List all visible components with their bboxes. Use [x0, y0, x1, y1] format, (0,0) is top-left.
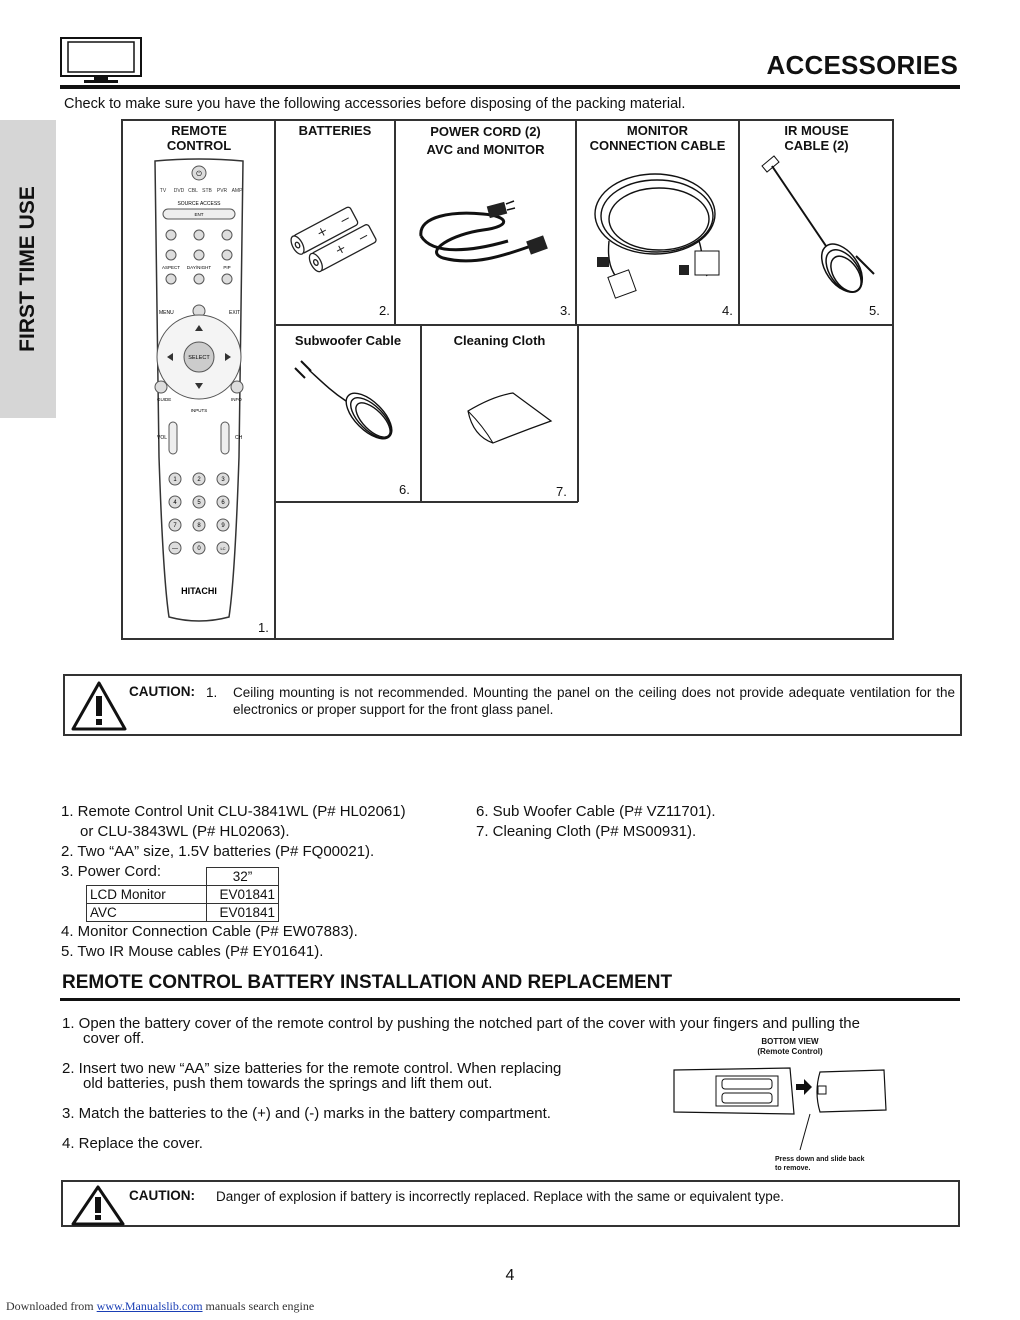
accessory-number: 6. [399, 482, 410, 497]
svg-text:EXIT: EXIT [229, 310, 241, 316]
svg-text:0: 0 [197, 546, 201, 552]
bottom-view-caption: BOTTOM VIEW (Remote Control) [757, 1037, 823, 1056]
svg-text:2: 2 [197, 477, 201, 483]
svg-text:ASPECT: ASPECT [161, 265, 181, 270]
accessory-label-cleaning-cloth: Cleaning Cloth [453, 333, 546, 348]
svg-text:PVR: PVR [216, 188, 228, 194]
svg-text:⏻: ⏻ [196, 171, 202, 178]
svg-text:6: 6 [221, 500, 225, 506]
svg-text:LC: LC [220, 546, 226, 551]
step-item: 3. Match the batteries to the (+) and (-) marks in the battery compartment. [62, 1105, 551, 1122]
svg-text:ENT: ENT [194, 212, 204, 217]
svg-text:DVD: DVD [173, 188, 185, 194]
caution-label: CAUTION: [129, 1188, 195, 1203]
svg-text:CH: CH [235, 435, 243, 441]
svg-text:4: 4 [173, 500, 177, 506]
power-cord-illustration [413, 196, 558, 271]
power-cord-table [86, 867, 279, 922]
intro-text: Check to make sure you have the following accessories before disposing of the packing material. [64, 96, 686, 112]
caution-number: 1. [206, 685, 218, 700]
svg-text:AMP: AMP [231, 188, 243, 194]
svg-text:INPUTS: INPUTS [190, 408, 208, 413]
accessory-number: 1. [258, 620, 269, 635]
section-rule [60, 998, 960, 1001]
press-note: Press down and slide back to remove. [775, 1156, 865, 1172]
svg-text:9: 9 [221, 523, 225, 529]
parts-list-item: 2. Two “AA” size, 1.5V batteries (P# FQ00021). [61, 843, 375, 860]
svg-text:GUIDE: GUIDE [157, 397, 172, 402]
parts-list-item: 1. Remote Control Unit CLU-3841WL (P# HL02061) [61, 803, 406, 820]
step-item: 2. Insert two new “AA” size batteries for the remote control. When replacing [62, 1060, 562, 1077]
accessory-number: 2. [379, 303, 390, 318]
tv-icon [60, 36, 142, 84]
svg-text:TV: TV [159, 188, 167, 194]
title-rule [60, 85, 960, 89]
accessories-grid [121, 119, 894, 640]
svg-text:PIP: PIP [223, 265, 231, 270]
svg-text:INFO: INFO [231, 397, 242, 402]
parts-list-item: 4. Monitor Connection Cable (P# EW07883). [61, 923, 358, 940]
accessory-number: 7. [556, 484, 567, 499]
grid-divider [577, 326, 579, 502]
caution-text: Danger of explosion if battery is incorrectly replaced. Replace with the same or equivalent type. [216, 1189, 785, 1204]
cleaning-cloth-illustration [463, 391, 553, 451]
caution-box [63, 674, 962, 736]
step-item: old batteries, push them towards the springs and lift them out. [83, 1075, 493, 1092]
parts-list-item: 5. Two IR Mouse cables (P# EY01641). [61, 943, 324, 960]
footer [6, 1299, 314, 1314]
accessory-number: 5. [869, 303, 880, 318]
table-row: AVC EV01841 [87, 904, 279, 922]
table-row: LCD Monitor EV01841 [87, 886, 279, 904]
footer-suffix: manuals search engine [205, 1299, 315, 1313]
svg-text:DAY/NIGHT: DAY/NIGHT [186, 265, 212, 270]
table-header: 32” [207, 868, 279, 886]
accessory-label-batteries: BATTERIES [298, 123, 372, 138]
accessory-number: 3. [560, 303, 571, 318]
svg-text:CBL: CBL [188, 188, 198, 194]
warning-icon [71, 680, 127, 732]
svg-text:3: 3 [221, 477, 225, 483]
caution-box [61, 1180, 960, 1227]
grid-divider [420, 326, 422, 502]
svg-text:MENU: MENU [159, 310, 174, 316]
footer-prefix: Downloaded from [6, 1299, 94, 1313]
svg-text:STB: STB [202, 188, 212, 194]
caution-text: Ceiling mounting is not recommended. Mounting the panel on the ceiling does not provide adequate ventilation for the electronics or proper support for the front glass panel. [233, 685, 955, 717]
remote-control-illustration [149, 157, 249, 627]
step-item: cover off. [83, 1030, 145, 1047]
parts-list-item: 6. Sub Woofer Cable (P# VZ11701). [476, 803, 716, 820]
caution-label: CAUTION: [129, 684, 195, 699]
svg-text:—: — [172, 546, 178, 552]
remote-brand: HITACHI [181, 586, 217, 596]
section-title: REMOTE CONTROL BATTERY INSTALLATION AND REPLACEMENT [62, 972, 673, 993]
svg-text:SOURCE ACCESS: SOURCE ACCESS [177, 201, 221, 207]
footer-link[interactable]: www.Manualslib.com [96, 1299, 203, 1313]
parts-list-item: 3. Power Cord: [61, 863, 162, 880]
parts-list-item: 7. Cleaning Cloth (P# MS00931). [476, 823, 697, 840]
accessory-label-remote: REMOTE CONTROL [166, 123, 232, 153]
grid-divider [274, 501, 578, 503]
parts-list-item: or CLU-3843WL (P# HL02063). [80, 823, 290, 840]
page-number: 4 [505, 1267, 515, 1284]
grid-divider [274, 324, 892, 326]
battery-compartment-illustration [670, 1062, 890, 1162]
step-item: 4. Replace the cover. [62, 1135, 203, 1152]
subwoofer-cable-illustration [291, 356, 406, 446]
step-item: 1. Open the battery cover of the remote control by pushing the notched part of the cover with your fingers and pulling the [62, 1015, 860, 1032]
warning-icon [71, 1184, 125, 1226]
side-tab [0, 120, 56, 418]
accessory-label-power-cord: POWER CORD (2) AVC and MONITOR [426, 124, 545, 157]
accessory-label-monitor-cable: MONITOR CONNECTION CABLE [589, 123, 726, 153]
batteries-illustration [288, 201, 383, 281]
monitor-cable-illustration [589, 161, 729, 301]
svg-text:8: 8 [197, 523, 201, 529]
svg-text:7: 7 [173, 523, 177, 529]
page-title: ACCESSORIES [766, 50, 958, 80]
grid-divider [274, 121, 276, 638]
ir-mouse-cable-illustration [756, 146, 886, 306]
svg-text:SELECT: SELECT [188, 355, 210, 361]
svg-text:VOL: VOL [157, 435, 168, 441]
svg-text:5: 5 [197, 500, 201, 506]
side-tab-label: FIRST TIME USE [16, 186, 39, 352]
accessory-label-subwoofer-cable: Subwoofer Cable [294, 333, 402, 348]
svg-text:1: 1 [173, 477, 177, 483]
accessory-number: 4. [722, 303, 733, 318]
accessory-label-ir-mouse: IR MOUSE CABLE (2) [784, 123, 849, 153]
